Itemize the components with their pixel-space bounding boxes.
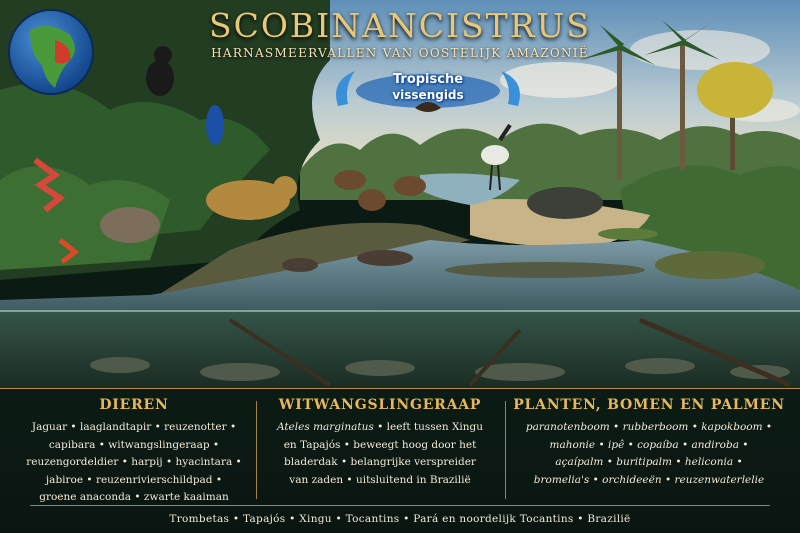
monkey-section (262, 397, 498, 489)
plants-section (512, 397, 786, 489)
monkey-line: • leeft tussen Xingu (373, 421, 484, 433)
monkey-heading: WITWANGSLINGERAAP (278, 397, 482, 413)
plants-line: mahonie • ipê • copaíba • andiroba • (549, 438, 749, 451)
animals-line: groene anaconda • zwarte kaaiman (39, 491, 229, 503)
plants-line: paranotenboom • rubberboom • kapokboom • (525, 421, 773, 433)
plants-text (512, 419, 786, 489)
monkey-line: bladerdak • belangrijke verspreider (284, 456, 476, 468)
monkey-line: en Tapajós • beweegt hoog door het (283, 438, 477, 451)
plants-line: bromelia's • orchideeën • reuzenwaterlelie (533, 473, 765, 486)
monkey-scientific-name: Ateles marginatus (276, 421, 374, 433)
animals-line: Jaguar • laaglandtapir • reuzenotter • (31, 421, 237, 433)
footer-divider (30, 505, 770, 506)
monkey-text (262, 419, 498, 489)
column-divider (505, 401, 506, 499)
footer-regions: Trombetas • Tapajós • Xingu • Tocantins • Pará en noordelijk Tocantins • Brazilië (169, 513, 631, 525)
animals-line: reuzengordeldier • harpij • hyacintara • (26, 456, 242, 468)
monkey-line: van zaden • uitsluitend in Brazilië (289, 473, 471, 486)
animals-heading: DIEREN (99, 397, 169, 413)
column-divider (256, 401, 257, 499)
plants-heading: PLANTEN, BOMEN EN PALMEN (513, 397, 785, 413)
logo-text-line1: Tropische (392, 72, 464, 87)
info-panel (0, 388, 800, 533)
animals-line: jabiroe • reuzenrivierschildpad • (45, 473, 223, 486)
animals-text (18, 419, 250, 507)
animals-section (18, 397, 250, 507)
animals-line: capibara • witwangslingeraap • (48, 438, 220, 451)
poster-title: SCOBINANCISTRUS (209, 6, 591, 45)
logo-text-line2: vissengids (392, 88, 464, 102)
plants-line: açaípalm • buritipalm • heliconia • (555, 456, 743, 468)
poster-subtitle: HARNASMEERVALLEN VAN OOSTELIJK AMAZONIË (211, 46, 589, 60)
